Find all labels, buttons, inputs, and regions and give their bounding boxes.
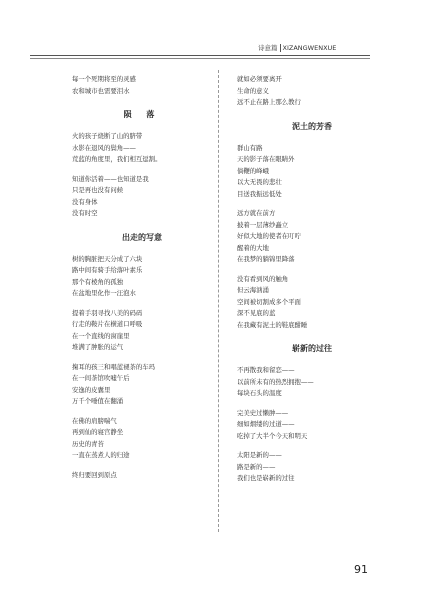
poem-line: 每块石头的温度 xyxy=(237,389,282,397)
poem-line: 终归要回到原点 xyxy=(72,470,117,479)
poem-line: 没有身体 xyxy=(72,197,98,206)
page-number: 91 xyxy=(354,563,368,576)
poem-title: 崭新的过往 xyxy=(292,343,332,353)
poem-line: 一直在蒸煮人的归途 xyxy=(72,451,130,459)
poem-line: 在我藏有泥土的鞋底酣睡 xyxy=(237,320,308,329)
stanza-gap xyxy=(72,408,212,416)
poem-line: 太阳是新的—— xyxy=(237,451,282,459)
poem-line: 远不止在路上那么教行 xyxy=(237,98,301,106)
poem-line: 群山有路 xyxy=(237,143,263,152)
poem-line: 醒着的大地 xyxy=(237,243,269,252)
running-header xyxy=(258,43,336,53)
poem-line: 在盆地里化作一汪泡水 xyxy=(72,289,136,297)
poem-line: 知道你活着——也知道是我 xyxy=(72,174,149,183)
poem-line: 水影在退风的鬓角—— xyxy=(72,143,136,152)
poem-line: 火的孩子烧断了山的脐带 xyxy=(72,132,143,140)
stanza-gap xyxy=(72,300,212,308)
poem-line: 再到仙的寝宫静坐 xyxy=(72,428,124,436)
poem-line: 目送我振远低处 xyxy=(237,189,282,198)
header-label: XIZANGWENXUE xyxy=(282,44,337,52)
header-separator xyxy=(280,44,281,52)
header-section: 诗意篇 xyxy=(258,44,278,52)
stanza-gap xyxy=(72,166,212,174)
poem-line: 完美史过懒肿—— xyxy=(237,408,289,417)
poem-line: 没有时空 xyxy=(72,209,98,217)
poem-line: 空间被切割成多个平面 xyxy=(237,297,301,306)
poem-line: 以大无畏的悲壮 xyxy=(237,178,282,186)
poem-title: 出走的写意 xyxy=(122,231,162,242)
stanza-gap xyxy=(237,400,387,408)
stanza-gap xyxy=(72,354,212,362)
header-rule-thin xyxy=(30,58,370,59)
stanza-gap xyxy=(237,442,387,450)
poem-line: 吃掉了大半个今天和明天 xyxy=(237,431,308,440)
poem-line: 倘鞭的峰峨 xyxy=(237,166,269,175)
stanza-gap xyxy=(237,200,387,208)
poem-line: 好似大地的使者在叮咛 xyxy=(237,232,301,240)
stanza-gap xyxy=(72,462,212,470)
poem-line: 但云海汹涌 xyxy=(237,286,269,294)
poem-line: 农和城市也需要泪水 xyxy=(72,86,130,95)
poem-line: 荒蓝的角度里，我们相互逗割。 xyxy=(72,155,162,163)
poem-title: 泥土的芳香 xyxy=(292,120,332,131)
stanza-gap xyxy=(237,266,387,274)
poem-line: 在佛的肩膀喘气 xyxy=(72,416,117,425)
poem-line: 我们也是崭新的过往 xyxy=(237,474,295,482)
poem-line: 不再散我和留恋—— xyxy=(237,366,295,374)
poem-line: 行走的鞍片在横道口呼吸 xyxy=(72,320,143,328)
poem-line: 在我梦的躺锦里降落 xyxy=(237,255,295,263)
poem-line: 路中间有骑手给落叶素乐 xyxy=(72,266,143,274)
poem-line: 远方就在前方 xyxy=(237,209,276,217)
column-divider xyxy=(218,70,219,532)
poem-line: 深不见底的蓝 xyxy=(237,309,276,317)
poem-line: 在一个直线的窗崖里 xyxy=(72,331,130,340)
poem-line: 在一间茶馆吹嘘午后 xyxy=(72,374,130,382)
left-column xyxy=(72,74,212,481)
poem-line: 那个有棱角的孤独 xyxy=(72,277,124,286)
poem-line: 安逸的皮囊里 xyxy=(72,385,111,394)
poem-line: 提着手羽寻找八美的码码 xyxy=(72,308,143,317)
poem-line: 掬耳的孩三和唱蓝褪茶的车玛 xyxy=(72,362,156,371)
poem-line: 天的影子落在眼睛外 xyxy=(237,155,295,163)
poem-line: 历史的青苔 xyxy=(72,439,104,448)
right-column xyxy=(237,74,387,485)
poem-line: 每一个死期将至的灵感 xyxy=(72,75,136,83)
poem-line: 树的胸脏把天分成了六块 xyxy=(72,254,143,263)
poem-line: 堆满了肿胀的运气 xyxy=(72,343,124,351)
poem-line: 以前所未有的热烈拥抱—— xyxy=(237,377,314,386)
poem-line: 披着一层薄纱矗立 xyxy=(237,220,289,229)
poem-line: 细如烟缕的过道—— xyxy=(237,420,295,428)
poem-line: 没有看到风的触角 xyxy=(237,274,289,283)
poem-line: 就如必须要离开 xyxy=(237,75,282,83)
poem-line: 生命的意义 xyxy=(237,86,269,95)
poem-line: 路是新的—— xyxy=(237,462,276,471)
header-rule xyxy=(30,55,370,56)
poem-title: 陨 落 xyxy=(123,109,161,119)
poem-line: 万千个唾值在翻涌 xyxy=(72,397,124,405)
poem-line: 只是再也没有问候 xyxy=(72,186,124,194)
